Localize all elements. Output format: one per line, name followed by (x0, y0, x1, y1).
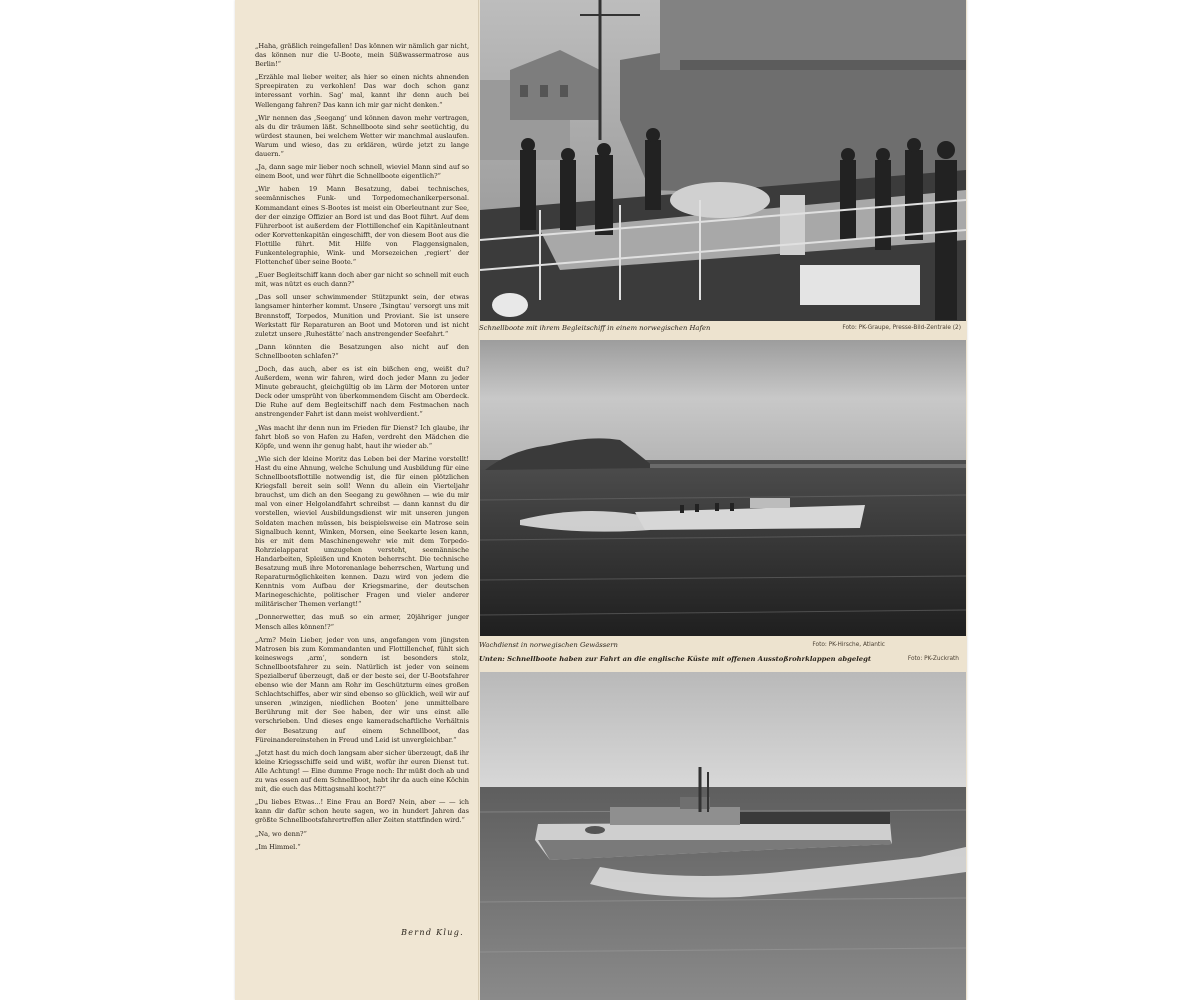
article-paragraph: „Im Himmel.“ (255, 842, 301, 851)
article-paragraph: „Wir haben 19 Mann Besatzung, dabei technisches, seemännisches Funk- und Torpedomechanikerpersonal. Kommandant eines S-Bootes ist meist ein Oberleutnant zur See, der der einzige Offizier an Bord ist und das Boot führt. Auf dem Führerboot ist außerdem der Flottillenchef ein Kapitänleutnant oder Korvettenkapitän eingeschifft, der von diesem Boot aus die Flottille führt. Mit Hilfe von Flaggensignalen, Funkentelegraphie, Wink- und Morsezeichen ‚regiert‘ der Flottenchef über seine Boote.“ (255, 185, 469, 267)
article-paragraph: „Was macht ihr denn nun im Frieden für Dienst? Ich glaube, ihr fahrt bloß so von Hafen zu Hafen, verdreht den Mädchen die Köpfe, und wenn ihr genug habt, haut ihr wieder ab.“ (255, 423, 469, 450)
article-paragraph: „Das soll unser schwimmender Stützpunkt sein, der etwas langsamer hinterher kommt. Unsere ‚Tsingtau‘ versorgt uns mit Brennstoff, Torpedos, Munition und Proviant. Sie ist unsere Werkstatt für Reparaturen an Boot und Motoren und ist nicht zuletzt unsere ‚Ruhestätte‘ nach anstrengender Seefahrt.“ (255, 293, 469, 338)
article-paragraph: „Na, wo denn?“ (255, 829, 307, 838)
article-paragraph: „Jetzt hast du mich doch langsam aber sicher überzeugt, daß ihr kleine Kriegsschiffe seid und wißt, wofür ihr euren Dienst tut. Alle Achtung! — Eine dumme Frage noch: Ihr müßt doch ab und zu was essen auf dem Schnellboot, habt ihr da auch eine Köchin mit, die euch das Mittagsmahl kocht??“ (255, 748, 469, 794)
photo-credit: Foto: PK-Hirsche, Atlantic (812, 642, 885, 648)
article-paragraph: „Wie sich der kleine Moritz das Leben bei der Marine vorstellt! Hast du eine Ahnung, welche Schulung und Ausbildung für eine Schnellbootsflottille notwendig ist, die für einen plötzlichen Kriegsfall bereit sein soll! Wenn du allein ein Vierteljahr brauchst, um dich an den Seegang zu gewöhnen — wie du mir mal von einer Helgolandfahrt schreibst — dann kannst du dir vorstellen, wieviel Ausbildungsdienst wir mit unseren jungen Soldaten machen müssen, bis beispielsweise ein Matrose sein Signalbuch kennt, Winken, Morsen, eine Seekarte lesen kann, bis er mit dem Maschinengewehr wie mit dem Torpedo-Rohrzielapparat umzugehen versteht, seemännische Handarbeiten, Spleißen und Knoten beherrscht. Die technische Besatzung muß ihre Motorenanlage beherrschen, Wartung und Reparaturmöglichkeiten kennen. Dazu wird von jedem die Kenntnis vom Aufbau der Kriegsmarine, der deutschen Marinegeschichte, politischer Fragen und vieler anderer militärischer Themen verlangt!“ (255, 454, 469, 609)
article-paragraph: „Erzähle mal lieber weiter, als hier so einen nichts ahnenden Spreepiraten zu verkohlen! Das war doch schon ganz interessant vorhin. Sag' mal, kannt ihr denn auch bei Wellengang fahren? Das kann ich mir gar nicht denken.“ (255, 73, 469, 109)
article-text (255, 42, 469, 856)
article-paragraph: „Wir nennen das ‚Seegang‘ und können davon mehr vertragen, als du dir träumen läßt. Schnellboote sind sehr seetüchtig, du würdest staunen, bei welchem Wetter wir manchmal auslaufen. Warum und wieso, das zu erklären, würde jetzt zu lange dauern.“ (255, 113, 469, 159)
photo-credit: Foto: PK-Zuckrath (907, 656, 959, 662)
speedboat-photo (480, 672, 966, 1000)
article-paragraph: „Donnerwetter, das muß so ein armer, 20jähriger junger Mensch alles können!?“ (255, 613, 469, 631)
article-paragraph: „Doch, das auch, aber es ist ein bißchen eng, weißt du? Außerdem, wenn wir fahren, wird doch jeder Mann zu jeder Minute gebraucht, gleichgültig ob im Lärm der Motoren unter Deck oder umsprüht von überkommendem Gischt am Oberdeck. Die Ruhe auf dem Begleitschiff nach dem Festmachen nach anstrengender Fahrt ist dann meist wohlverdient.“ (255, 365, 469, 419)
article-paragraph: „Arm? Mein Lieber, jeder von uns, angefangen vom jüngsten Matrosen bis zum Kommandanten und Flottillenchef, fühlt sich keineswegs ‚arm‘, sondern ist besonders stolz, Schnellbootsfahrer zu sein. Natürlich ist jeder von seinem Spezialberuf überzeugt, daß er der beste sei, der U-Bootsfahrer ebenso wie der Mann am Rohr im Geschützturm eines großen Schlachtschiffes, aber wir sind ebenso so glücklich, weil wir auf unseren ‚winzigen, niedlichen Booten‘ jene unmittelbare Berührung mit der See haben, der wir uns einst alle verschrieben. Und dieses enge kameradschaftliche Verhältnis der Besatzung auf einem Schnellboot, das Füreinandereinstehen in Freud und Leid ist unvergleichbar.“ (255, 635, 469, 744)
article-paragraph: „Ja, dann sage mir lieber noch schnell, wieviel Mann sind auf so einem Boot, und wer führt die Schnellboote eigentlich?“ (255, 163, 469, 181)
article-paragraph: „Du liebes Etwas...! Eine Frau an Bord? Nein, aber — — ich kann dir dafür schon heute sagen, wo in hundert Jahren das größte Schnellbootsfahrertreffen aller Zeiten stattfinden wird.“ (255, 798, 469, 825)
article-paragraph: „Haha, gräßlich reingefallen! Das können wir nämlich gar nicht, das können nur die U-Boote, mein Süßwassermatrose aus Berlin!“ (255, 42, 469, 69)
author-signature: Bernd Klug. (401, 928, 464, 937)
harbor-photo (480, 0, 966, 321)
photo-caption: Wachdienst in norwegischen Gewässern (479, 641, 618, 649)
article-column (235, 0, 479, 1000)
patrol-boat-photo (480, 340, 966, 636)
article-paragraph: „Dann könnten die Besatzungen also nicht auf den Schnellbooten schlafen?“ (255, 342, 469, 360)
magazine-page (235, 0, 967, 1000)
photo-credit: Foto: PK-Graupe, Presse-Bild-Zentrale (2) (842, 325, 961, 331)
photo-caption: Unten: Schnellboote haben zur Fahrt an die englische Küste mit offenen Ausstoßrohrklappen abgelegt (479, 655, 871, 663)
article-paragraph: „Euer Begleitschiff kann doch aber gar nicht so schnell mit euch mit, was nützt es euch dann?“ (255, 271, 469, 289)
photo-caption: Schnellboote mit ihrem Begleitschiff in einem norwegischen Hafen (479, 324, 711, 332)
